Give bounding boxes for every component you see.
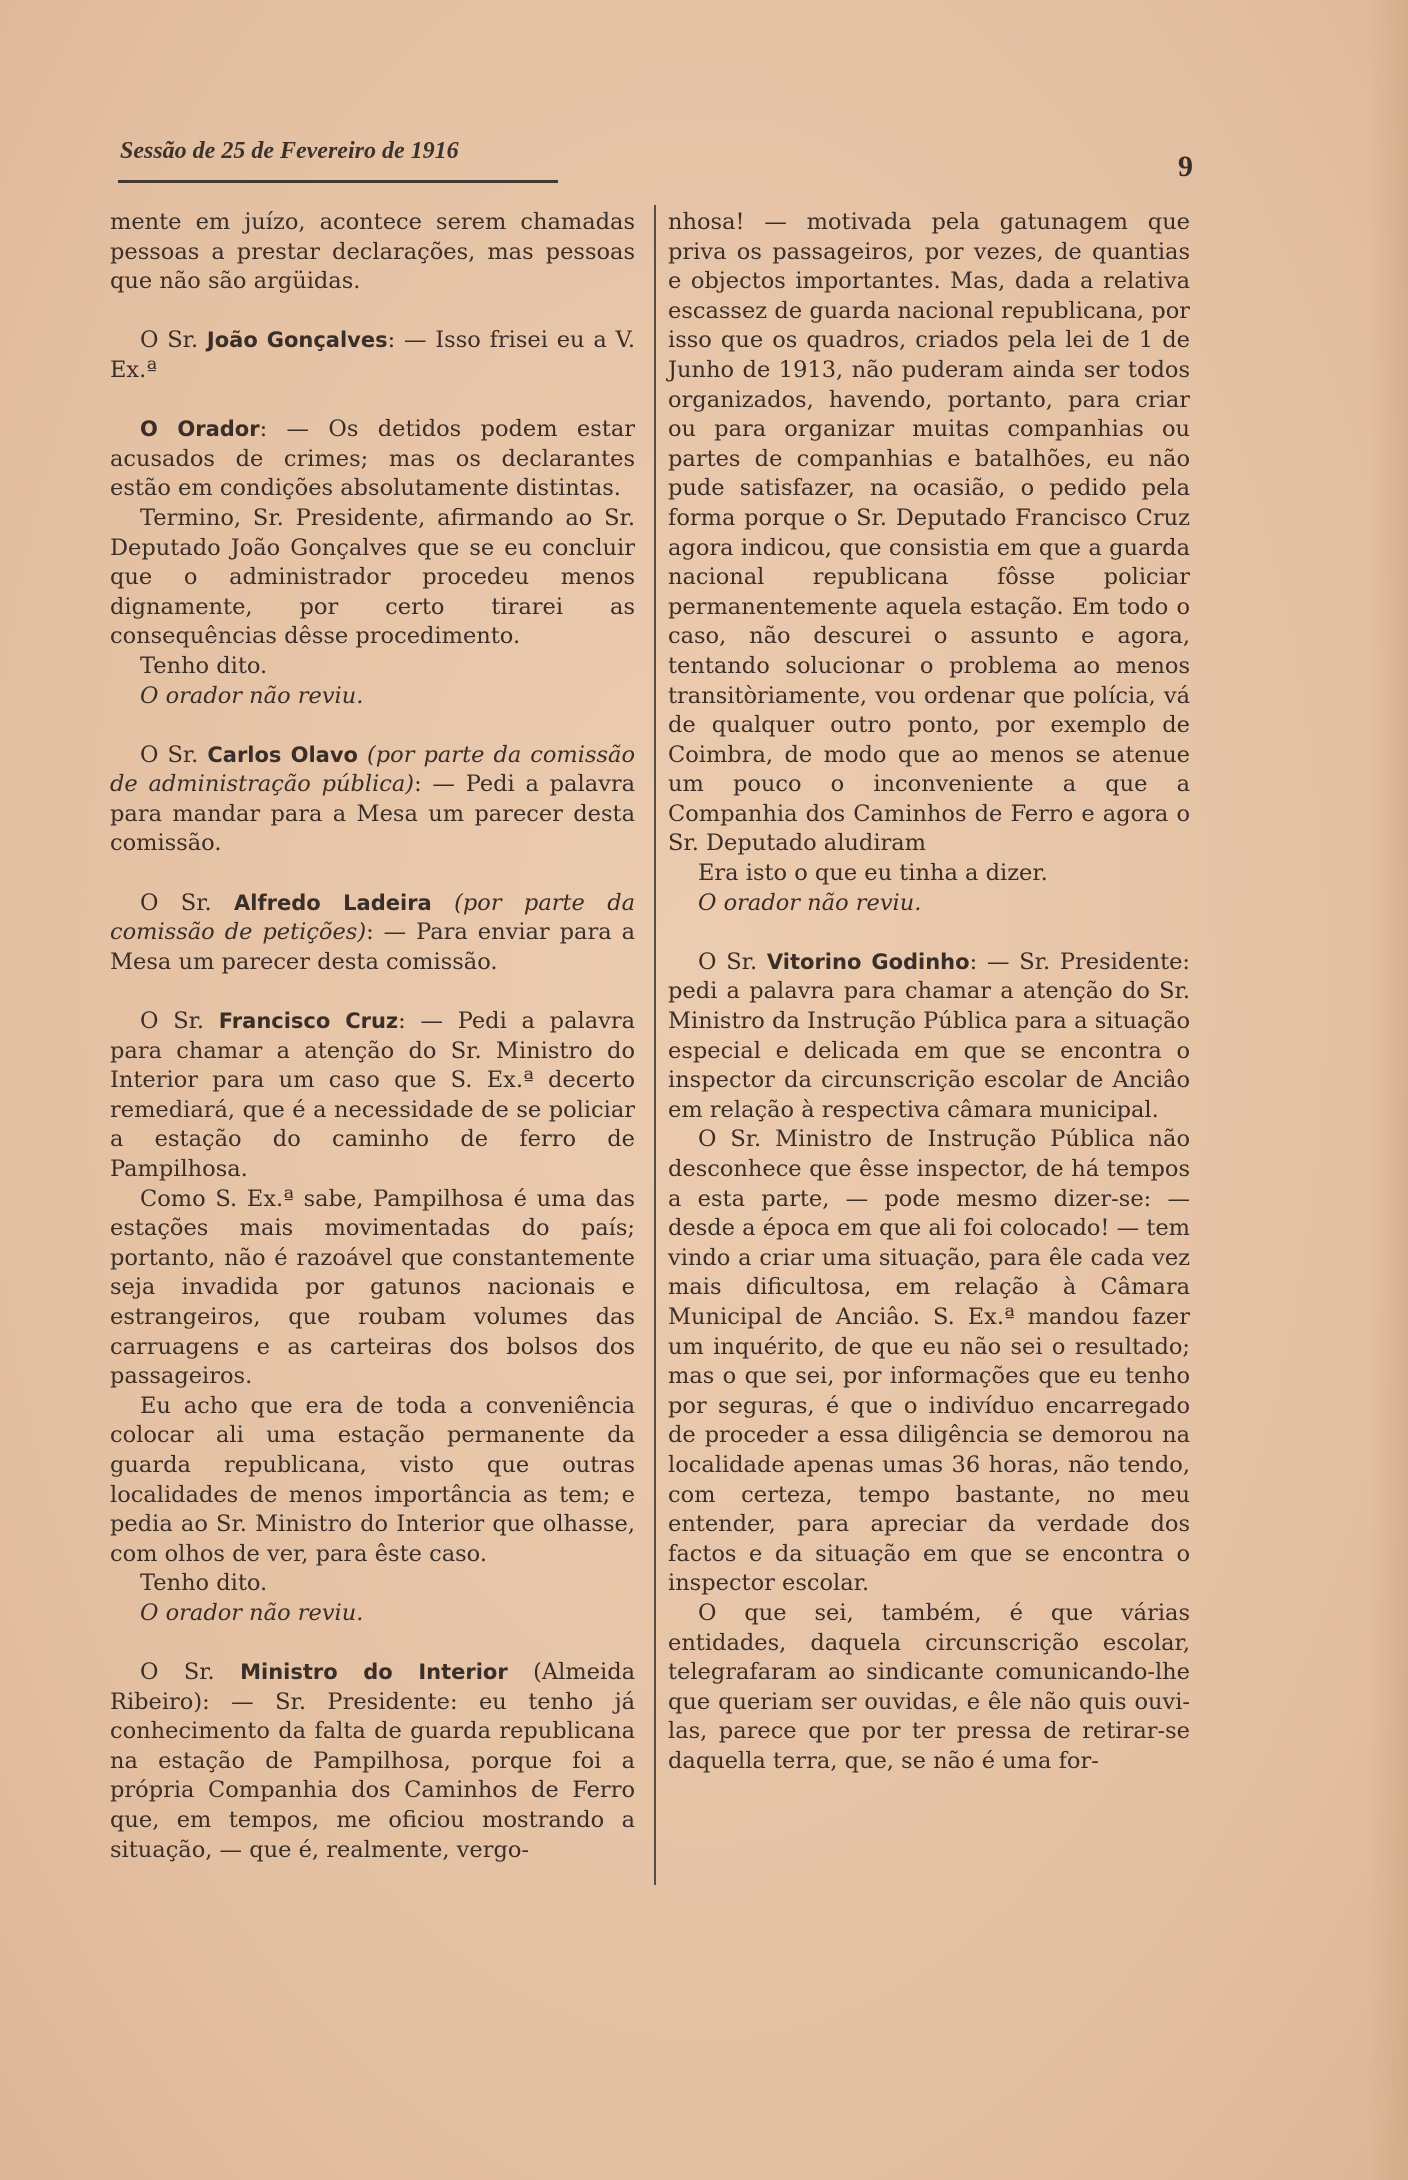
revision-note: O orador não reviu. (698, 889, 922, 916)
speaker-prefix: O Sr. (140, 889, 212, 916)
revision-note: O orador não reviu. (140, 682, 364, 709)
paragraph: Eu acho que era de toda a conveniência colocar ali uma estação permanente da guarda republicana, visto que outras localidades de menos importância as tem; e pedia ao Sr. Ministro do Interior que olhasse, com olhos de ver, para êste caso. (110, 1392, 635, 1567)
speaker-name: João Gonçalves (206, 328, 388, 353)
paragraph: Tenho dito. (140, 652, 268, 679)
speaker-name: O Orador (140, 417, 260, 442)
speaker-name: Alfredo Ladeira (234, 890, 432, 915)
running-head: Sessão de 25 de Fevereiro de 1916 (120, 138, 459, 164)
paragraph: nhosa! — motivada pela gatunagem que priva os passageiros, por vezes, de quantias e objectos importantes. Mas, dada a relativa escassez de guarda nacional republicana, por isso que os quadros, criados pela lei de 1 de Junho de 1913, não puderam ainda ser todos organizados, havendo, portanto, para criar ou para organizar muitas companhias ou partes de companhias e batalhões, eu não pude satisfazer, na ocasião, o pedido pela forma porque o Sr. Deputado Francisco Cruz agora indicou, que consistia em que a guarda nacional republicana fôsse policiar permanentemente aquela estação. Em todo o caso, não descurei o assunto e agora, tentando solucionar o problema ao menos transitòriamente, vou ordenar que polícia, vá de qualquer outro ponto, por exemplo de Coimbra, de modo que ao menos se atenue um pouco o inconveniente a que a Companhia dos Caminhos de Ferro e agora o Sr. Deputado aludiram (668, 209, 1190, 857)
page-number: 9 (1178, 150, 1193, 183)
speech-text: : — Sr. Presidente: pedi a palavra para chamar a atenção do Sr. Ministro da Instrução Pública para a situação especial e delicada em que se encontra o inspector da circunscrição escolar de Anciâo em relação à respectiva câmara municipal. (668, 948, 1191, 1123)
speaker-prefix: O Sr. (698, 948, 758, 975)
paragraph: Era isto o que eu tinha a dizer. (698, 860, 1048, 887)
paragraph: Termino, Sr. Presidente, afirmando ao Sr. Deputado João Gonçalves que se eu concluir que o administrador procedeu menos dignamente, por certo tirarei as consequências dêsse procedimento. (110, 504, 635, 650)
paragraph: O que sei, também, é que várias entidades, daquela circunscrição escolar, telegrafaram ao sindicante comunicando-lhe que queriam ser ouvidas, e êle não quis ouvi-las, parece que por ter pressa de retirar-se daquella terra, que, se não é uma for- (668, 1599, 1190, 1774)
speaker-name: Ministro do Interior (240, 1660, 508, 1685)
speech-text: : — Os detidos podem estar acusados de crimes; mas os declarantes estão em condições absolutamente distintas. (110, 416, 635, 502)
speech-paragraph (110, 1658, 635, 1865)
speech-paragraph (110, 1007, 635, 1185)
speaker-prefix: O Sr. (140, 327, 199, 354)
speaker-prefix: O Sr. (140, 741, 199, 768)
left-column (110, 208, 635, 1865)
speaker-name: Carlos Olavo (207, 742, 358, 767)
speaker-prefix: O Sr. (140, 1659, 215, 1686)
column-divider (654, 205, 656, 1885)
speaker-prefix: O Sr. (140, 1008, 205, 1035)
speech-paragraph (110, 741, 635, 859)
speech-text: : — Para enviar para a Mesa um parecer desta comissão. (110, 919, 636, 975)
speech-paragraph (110, 889, 635, 978)
paragraph: mente em juízo, acontece serem chamadas pessoas a prestar declarações, mas pessoas que não são argüidas. (110, 209, 635, 295)
speech-text: (Almeida Ribeiro): — Sr. Presidente: eu tenho já conhecimento da falta de guarda republicana na estação de Pampilhosa, porque foi a própria Companhia dos Caminhos de Ferro que, em tempos, me oficiou mostrando a situação, — que é, realmente, vergo- (110, 1659, 636, 1863)
speaker-name: Vitorino Godinho (766, 949, 970, 974)
speaker-role: (por parte da comissão de administração pública) (110, 741, 636, 798)
speech-paragraph (668, 948, 1190, 1126)
speech-text: : — Isso frisei eu a V. Ex.ª (110, 327, 636, 383)
header-rule (118, 180, 558, 183)
speech-paragraph (110, 415, 635, 504)
paragraph: Como S. Ex.ª sabe, Pampilhosa é uma das estações mais movimentadas do país; portanto, não é razoável que constantemente seja invadida por gatunos nacionais e estrangeiros, que roubam volumes das carruagens e as carteiras dos bolsos dos passageiros. (110, 1185, 635, 1390)
right-column (668, 208, 1190, 1776)
speaker-name: Francisco Cruz (218, 1009, 399, 1034)
revision-note: O orador não reviu. (140, 1599, 364, 1626)
page-edge-shadow (1368, 0, 1408, 2180)
speech-paragraph (110, 326, 635, 385)
speech-text: : — Pedi a palavra para chamar a atenção do Sr. Ministro do Interior para um caso que S. Ex.ª decerto remediará, que é a necessidade de se policiar a estação do caminho de ferro de Pampilhosa. (110, 1008, 635, 1182)
paragraph: O Sr. Ministro de Instrução Pública não desconhece que êsse inspector, de há tempos a esta parte, — pode mesmo dizer-se: — desde a época em que ali foi colocado! — tem vindo a criar uma situação, para êle cada vez mais dificultosa, em relação à Câmara Municipal de Anciâo. S. Ex.ª mandou fazer um inquérito, de que eu não sei o resultado; mas o que sei, por informações que eu tenho por seguras, é que o indivíduo encarregado de proceder a essa diligência se demorou na localidade apenas umas 36 horas, não tendo, com certeza, tempo bastante, no meu entender, para apreciar da verdade dos factos e da situação em que se encontra o inspector escolar. (668, 1126, 1190, 1597)
paragraph: Tenho dito. (140, 1570, 268, 1597)
speaker-role: (por parte da comissão de petições) (110, 889, 636, 946)
speech-text: : — Pedi a palavra para mandar para a Mesa um parecer desta comissão. (110, 771, 635, 857)
